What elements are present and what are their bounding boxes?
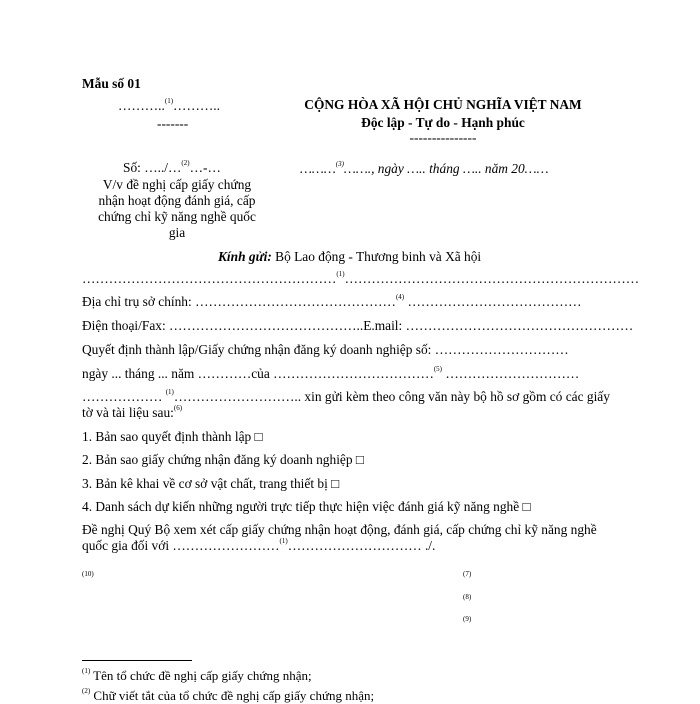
- recipient-value: Bộ Lao động - Thương binh và Xã hội: [271, 249, 482, 264]
- number-sup: (2): [181, 159, 190, 167]
- footnote-1: [82, 668, 312, 684]
- org-name-dots-a: …………………………………………………: [82, 271, 337, 286]
- footnote-2: [82, 688, 374, 704]
- subject-line-1: V/v đề nghị cấp giấy chứng: [102, 177, 252, 192]
- date-issue-line: [82, 366, 579, 382]
- org-name-dots-b: …………………………………………………………: [344, 271, 640, 286]
- number-suffix: …-…: [189, 160, 221, 175]
- republic-dash: ---------------: [409, 130, 477, 145]
- item-1: 1. Bản sao quyết định thành lập □: [82, 429, 263, 444]
- submit-sup: (1): [165, 388, 174, 396]
- subject-line-2: nhận hoạt động đánh giá, cấp: [98, 193, 256, 208]
- recipient: [218, 249, 481, 265]
- submit-line: [82, 389, 610, 405]
- request-line-1: Đề nghị Quý Bộ xem xét cấp giấy chứng nhận hoạt động, đánh giá, cấp chứng chỉ kỹ năng nghề: [82, 522, 597, 537]
- org-name-line: [82, 271, 639, 287]
- mark-7: (7): [463, 570, 472, 578]
- submit-text: ……………………….. xin gửi kèm theo công văn này bộ hồ sơ gồm có các giấy: [173, 389, 610, 404]
- request-dots: ………………………… ./.: [287, 538, 436, 553]
- item-3: 3. Bản kê khai về cơ sở vật chất, trang thiết bị □: [82, 476, 340, 491]
- mark-8: (8): [463, 593, 472, 601]
- address-dots: …………………………………: [404, 294, 582, 309]
- republic-motto: Độc lập - Tự do - Hạnh phúc: [361, 115, 525, 130]
- org-placeholder: [118, 98, 220, 114]
- submit-text-2: tờ và tài liệu sau:: [82, 405, 174, 420]
- date-issue-text: ngày ... tháng ... năm …………của ………………………………: [82, 366, 434, 381]
- org-dots-left: ………..: [118, 98, 165, 113]
- address-text: Địa chỉ trụ sở chính: ………………………………………: [82, 294, 396, 309]
- republic-title: CỘNG HÒA XÃ HỘI CHỦ NGHĨA VIỆT NAM: [304, 97, 582, 112]
- document-number: [123, 160, 221, 176]
- date-suffix: ……., ngày ….. tháng ….. năm 20……: [343, 161, 549, 176]
- submit-sup-2: (6): [173, 404, 183, 412]
- address-sup: (4): [395, 293, 405, 301]
- request-line-2: [82, 538, 435, 554]
- item-4: 4. Danh sách dự kiến những người trực tiếp thực hiện việc đánh giá kỹ năng nghề □: [82, 499, 531, 514]
- footnote-2-sup: (2): [82, 687, 91, 695]
- recipient-label: Kính gửi:: [218, 249, 272, 264]
- footnote-1-sup: (1): [82, 667, 91, 675]
- mark-9: (9): [463, 615, 472, 623]
- date-issue-sup: (5): [433, 365, 443, 373]
- date-issue-dots: …………………………: [442, 366, 580, 381]
- submit-line-2: [82, 405, 182, 421]
- item-2: 2. Bản sao giấy chứng nhận đăng ký doanh nghiệp □: [82, 452, 364, 467]
- org-sup: (1): [164, 97, 174, 105]
- submit-dots-a: ………………: [82, 389, 166, 404]
- request-sup: (1): [279, 537, 288, 545]
- date-prefix: ………: [300, 161, 336, 176]
- date-line: [300, 161, 549, 177]
- phone-line: Điện thoại/Fax: ……………………………………..E.mail: ……………………………………………: [82, 318, 634, 333]
- footnote-separator: [82, 660, 192, 661]
- footnote-1-text: Tên tổ chức đề nghị cấp giấy chứng nhận;: [90, 668, 312, 683]
- footnote-2-text: Chữ viết tắt của tổ chức đề nghị cấp giấy chứng nhận;: [90, 688, 375, 703]
- date-sup: (3): [335, 160, 344, 168]
- number-prefix: Số: …../…: [123, 160, 182, 175]
- address-line: [82, 294, 582, 310]
- org-name-sup: (1): [336, 270, 345, 278]
- subject-line-3: chứng chỉ kỹ năng nghề quốc: [98, 209, 256, 224]
- subject-line-4: gia: [168, 225, 186, 240]
- org-dots-right: ………..: [173, 98, 220, 113]
- form-number: Mẫu số 01: [82, 76, 141, 91]
- decision-line: Quyết định thành lập/Giấy chứng nhận đăng ký doanh nghiệp số: …………………………: [82, 342, 569, 357]
- request-text: quốc gia đối với ……………………: [82, 538, 280, 553]
- org-dash: -------: [157, 116, 189, 131]
- mark-10: (10): [82, 570, 94, 578]
